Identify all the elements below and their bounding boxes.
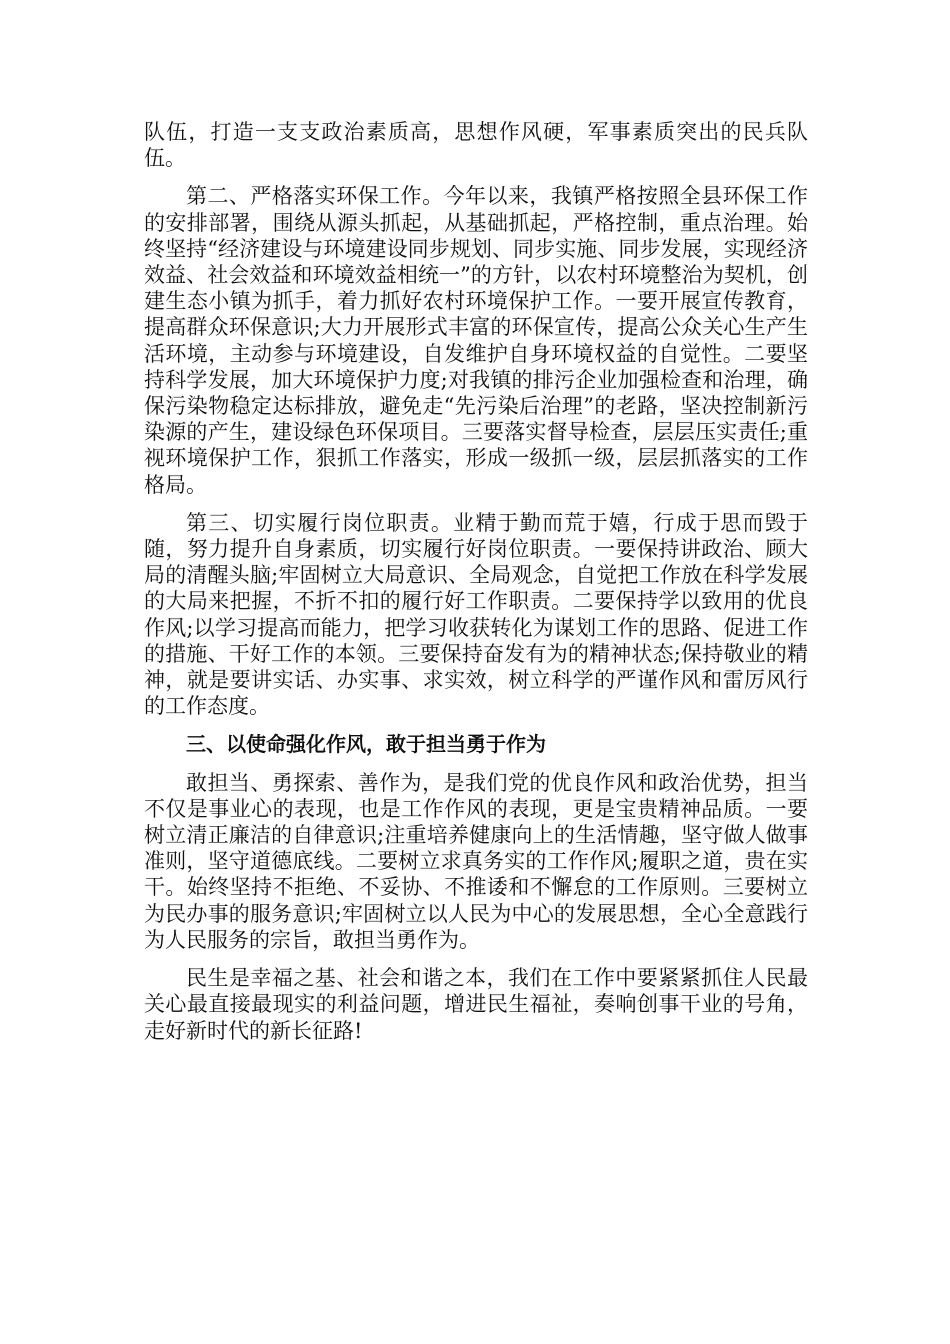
document-page <box>144 119 808 1056</box>
section-heading: 三、以使命强化作风，敢于担当勇于作为 <box>186 732 546 757</box>
paragraph-livelihood: 民生是幸福之基、社会和谐之本，我们在工作中要紧紧抓住人民最关心最直接最现实的利益问题，增进民生福祉，奏响创事干业的号角，走好新时代的新长征路! <box>144 966 808 1043</box>
paragraph-responsibility: 敢担当、勇探索、善作为，是我们党的优良作风和政治优势，担当不仅是事业心的表现，也是工作作风的表现，更是宝贵精神品质。一要树立清正廉洁的自律意识;注重培养健康向上的生活情趣，坚守做人做事准则，坚守道德底线。二要树立求真务实的工作作风;履职之道，贵在实干。始终坚持不拒绝、不妥协、不推诿和不懈怠的工作原则。三要树立为民办事的服务意识;牢固树立以人民为中心的发展思想，全心全意践行为人民服务的宗旨，敢担当勇作为。 <box>144 770 808 952</box>
paragraph-environmental-work: 第二、严格落实环保工作。今年以来，我镇严格按照全县环保工作的安排部署，围绕从源头抓起，从基础抓起，严格控制，重点治理。始终坚持“经济建设与环境建设同步规划、同步实施、同步发展，实现经济效益、社会效益和环境效益相统一”的方针，以农村环境整治为契机，创建生态小镇为抓手，着力抓好农村环境保护工作。一要开展宣传教育，提高群众环保意识;大力开展形式丰富的环保宣传，提高公众关心生产生活环境，主动参与环境建设，自发维护自身环境权益的自觉性。二要坚持科学发展，加大环境保护力度;对我镇的排污企业加强检查和治理，确保污染物稳定达标排放，避免走“先污染后治理”的老路，坚决控制新污染源的产生，建设绿色环保项目。三要落实督导检查，层层压实责任;重视环境保护工作，狠抓工作落实，形成一级抓一级，层层抓落实的工作格局。 <box>144 184 808 497</box>
paragraph-job-duties: 第三、切实履行岗位职责。业精于勤而荒于嬉，行成于思而毁于随，努力提升自身素质，切实履行好岗位职责。一要保持讲政治、顾大局的清醒头脑;牢固树立大局意识、全局观念，自觉把工作放在科学发展的大局来把握，不折不扣的履行好工作职责。二要保持学以致用的优良作风;以学习提高而能力，把学习收获转化为谋划工作的思路、促进工作的措施、干好工作的本领。三要保持奋发有为的精神状态;保持敬业的精神，就是要讲实话、办实事、求实效，树立科学的严谨作风和雷厉风行的工作态度。 <box>144 510 808 719</box>
paragraph-continuation: 队伍，打造一支支政治素质高，思想作风硬，军事素质突出的民兵队伍。 <box>144 120 808 171</box>
